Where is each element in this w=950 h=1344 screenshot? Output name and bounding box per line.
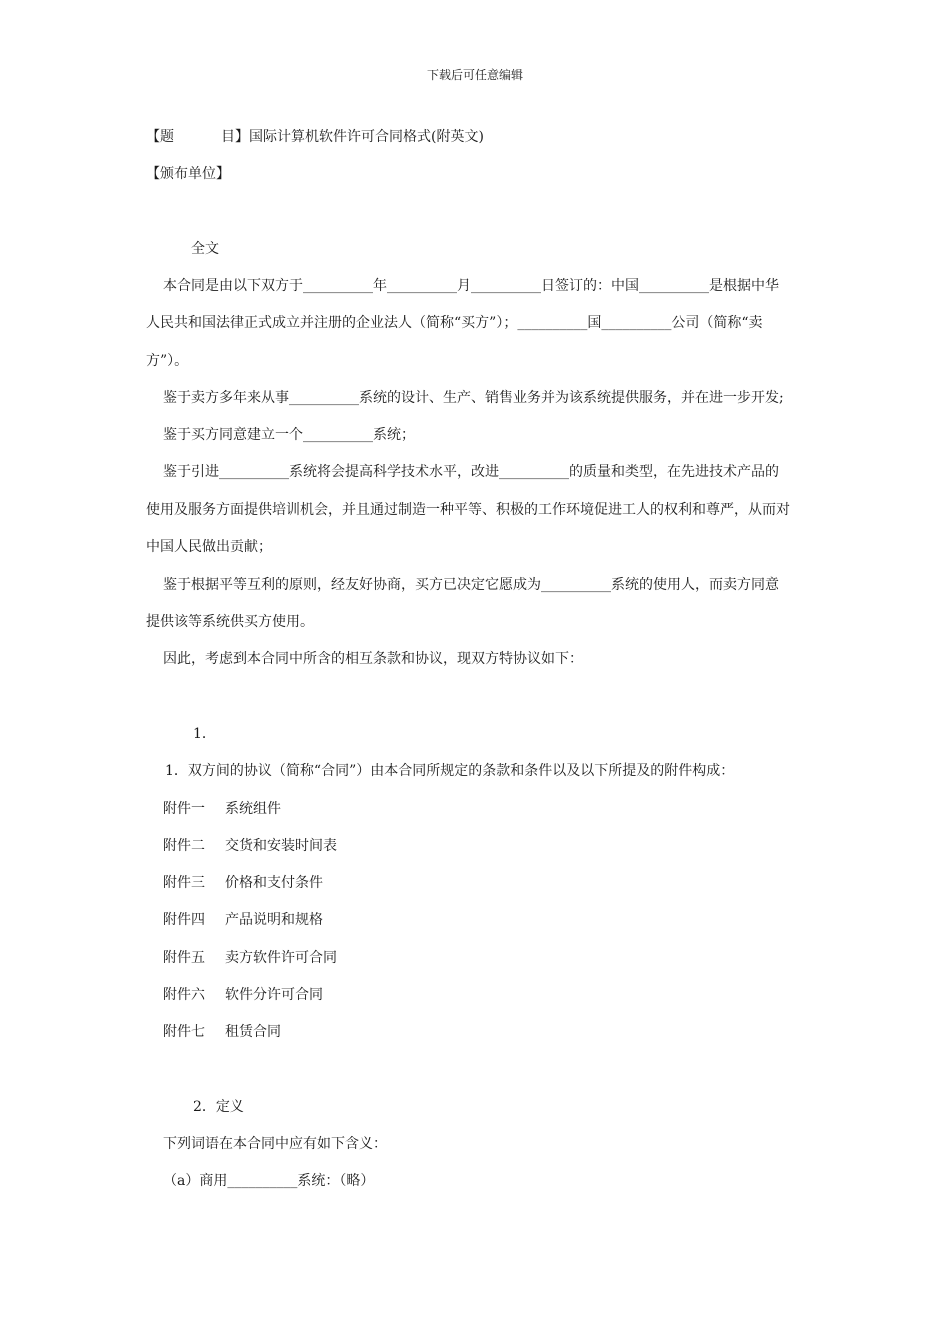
intro-line-1: 本合同是由以下双方于__________年__________月__________日签订的：中国__________是根据中华 xyxy=(163,278,779,294)
annex-text: 卖方软件许可合同 xyxy=(225,950,337,966)
title-text: 国际计算机软件许可合同格式(附英文) xyxy=(249,129,484,145)
whereas-4-line-2: 提供该等系统供买方使用。 xyxy=(146,614,314,630)
fulltext-label: 全文 xyxy=(191,241,219,257)
section-2-heading: 2．定义 xyxy=(193,1099,244,1115)
intro-line-3: 方”）。 xyxy=(146,353,189,369)
annex-label: 附件七 xyxy=(163,1024,205,1040)
annex-text: 价格和支付条件 xyxy=(225,875,323,891)
annex-label: 附件六 xyxy=(163,987,205,1003)
annex-text: 交货和安装时间表 xyxy=(225,838,337,854)
intro-line-2: 人民共和国法律正式成立并注册的企业法人（简称“买方”）；__________国__________公司（简称“卖 xyxy=(146,315,763,331)
title-label-open: 【题 xyxy=(146,129,174,145)
issuer-label: 【颁布单位】 xyxy=(146,166,230,182)
annex-item xyxy=(163,986,323,1004)
annex-item xyxy=(163,1023,281,1041)
section-1-heading: 1． xyxy=(193,726,216,742)
annex-text: 系统组件 xyxy=(225,801,281,817)
annex-item xyxy=(163,949,337,967)
annex-label: 附件五 xyxy=(163,950,205,966)
annex-text: 租赁合同 xyxy=(225,1024,281,1040)
annex-text: 软件分许可合同 xyxy=(225,987,323,1003)
section-1-clause: 1．双方间的协议（简称“合同”）由本合同所规定的条款和条件以及以下所提及的附件构成： xyxy=(165,763,735,779)
section-2-intro: 下列词语在本合同中应有如下含义： xyxy=(163,1136,387,1152)
page-header: 下载后可任意编辑 xyxy=(426,68,523,82)
whereas-3-line-2: 使用及服务方面提供培训机会，并且通过制造一种平等、积极的工作环境促进工人的权利和尊严，从而对 xyxy=(146,502,790,518)
whereas-3-line-3: 中国人民做出贡献； xyxy=(146,539,272,555)
title-label-close: 目】 xyxy=(221,129,249,145)
whereas-3-line-1: 鉴于引进__________系统将会提高科学技术水平，改进__________的质量和类型，在先进技术产品的 xyxy=(163,464,779,480)
annex-label: 附件四 xyxy=(163,912,205,928)
annex-item xyxy=(163,874,323,892)
annex-text: 产品说明和规格 xyxy=(225,912,323,928)
annex-label: 附件三 xyxy=(163,875,205,891)
therefore-line: 因此，考虑到本合同中所含的相互条款和协议，现双方特协议如下： xyxy=(163,651,583,667)
definition-item-a: （a）商用__________系统：（略） xyxy=(163,1173,375,1189)
whereas-2: 鉴于买方同意建立一个__________系统； xyxy=(163,427,415,443)
annex-item xyxy=(163,837,337,855)
annex-item xyxy=(163,911,323,929)
annex-item xyxy=(163,800,281,818)
annex-label: 附件二 xyxy=(163,838,205,854)
annex-label: 附件一 xyxy=(163,801,205,817)
title-line xyxy=(146,128,484,146)
whereas-4-line-1: 鉴于根据平等互利的原则，经友好协商，买方已决定它愿成为__________系统的使用人，而卖方同意 xyxy=(163,577,779,593)
whereas-1: 鉴于卖方多年来从事__________系统的设计、生产、销售业务并为该系统提供服务，并在进一步开发; xyxy=(163,390,784,406)
